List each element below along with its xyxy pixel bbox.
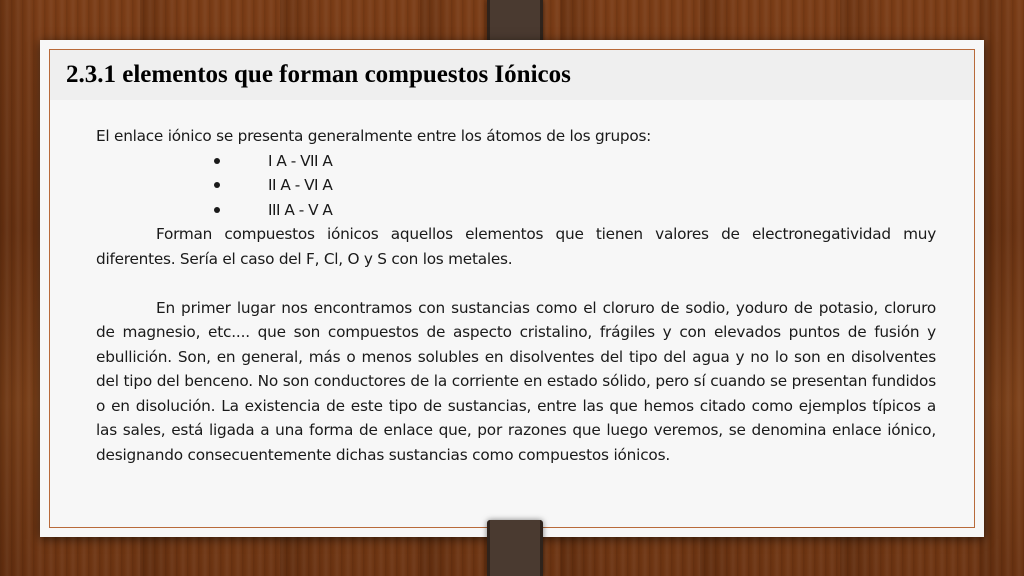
slide-title: 2.3.1 elementos que forman compuestos Iónicos bbox=[66, 61, 571, 88]
slide-paper bbox=[40, 40, 984, 537]
group-label: III A - V A bbox=[268, 200, 333, 219]
group-list bbox=[96, 149, 936, 223]
group-label: I A - VII A bbox=[268, 151, 333, 170]
list-item bbox=[96, 198, 936, 223]
list-item bbox=[96, 149, 936, 174]
group-label: II A - VI A bbox=[268, 176, 333, 194]
bullet-icon bbox=[214, 182, 220, 188]
bullet-icon bbox=[214, 158, 220, 164]
paragraph-properties: En primer lugar nos encontramos con sustancias como el cloruro de sodio, yoduro de potasio, cloruro de magnesio, etc.... que son compuestos de aspecto cristalino, frágiles y con elevados puntos de fusión y ebullición. Son, en general, más o menos solubles en disolventes del tipo del agua y no lo son en disolventes del tipo del benceno. No son conductores de la corriente en estado sólido, pero sí cuando se presentan fundidos o en disolución. La existencia de este tipo de sustancias, entre las que hemos citado como ejemplos típicos a las sales, está ligada a una forma de enlace que, por razones que luego veremos, se denomina enlace iónico, designando consecuentemente dichas sustancias como compuestos iónicos. bbox=[96, 298, 936, 464]
bullet-icon bbox=[214, 207, 220, 213]
list-item bbox=[96, 173, 936, 198]
bottom-strap bbox=[487, 520, 543, 576]
slide-body bbox=[96, 124, 936, 467]
paragraph-electronegativity: Forman compuestos iónicos aquellos elementos que tienen valores de electronegatividad muy diferentes. Sería el caso del F, Cl, O y S con los metales. bbox=[96, 225, 936, 268]
intro-text: El enlace iónico se presenta generalmente entre los átomos de los grupos: bbox=[96, 127, 652, 145]
